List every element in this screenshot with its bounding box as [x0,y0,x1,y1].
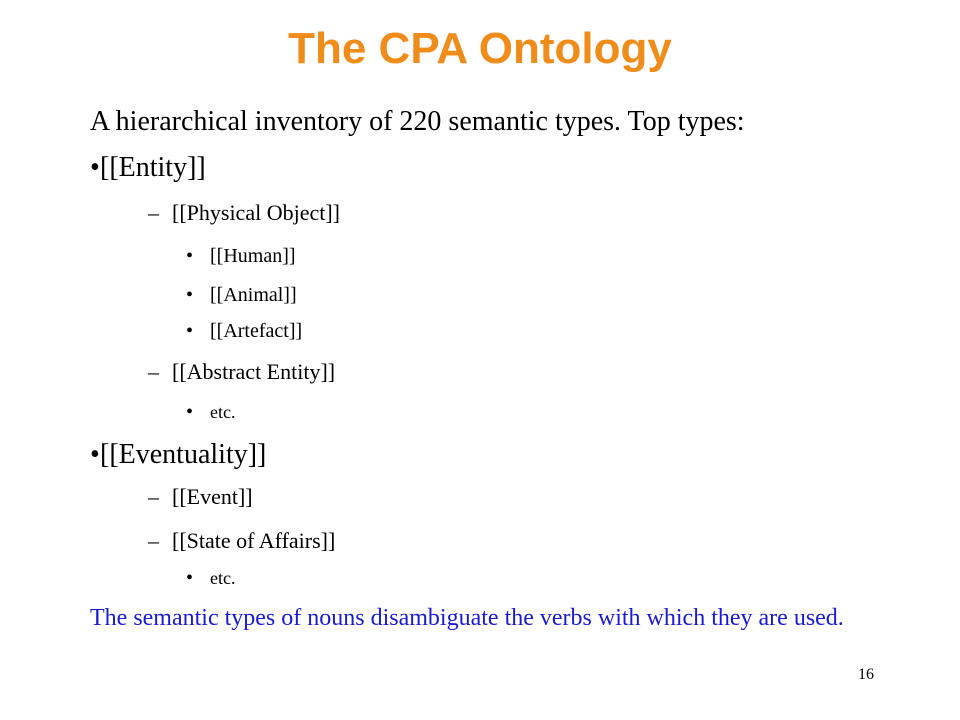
bullet-icon: • [186,245,194,267]
dash-icon: – [148,528,159,553]
slide-title: The CPA Ontology [288,24,672,73]
subitem-abstract-entity-label: [[Abstract Entity]] [172,359,336,384]
page-number: 16 [858,666,874,683]
bullet-icon: • [90,439,100,470]
closing-statement: The semantic types of nouns disambiguate the verbs with which they are used. [90,605,844,631]
subitem-physical-object [148,198,340,228]
bullet-entity [90,150,206,186]
subitem-event [148,482,253,512]
bullet-icon: • [186,320,194,342]
subitem-physical-object-label: [[Physical Object]] [172,200,340,225]
dash-icon: – [148,484,159,509]
bullet-entity-label: [[Entity]] [100,152,206,183]
subsubitem-animal-label: [[Animal]] [210,284,297,306]
bullet-icon: • [90,152,100,183]
subsubitem-etc-eventuality [186,565,235,591]
subitem-abstract-entity [148,357,335,387]
subsubitem-artefact [186,318,302,344]
subsubitem-etc-label: etc. [210,568,236,588]
subsubitem-human [186,243,296,269]
subitem-state-of-affairs-label: [[State of Affairs]] [172,528,336,553]
bullet-icon: • [186,284,194,306]
subsubitem-human-label: [[Human]] [210,245,296,267]
bullet-icon: • [186,401,194,423]
dash-icon: – [148,200,159,225]
dash-icon: – [148,359,159,384]
bullet-icon: • [186,567,194,589]
subsubitem-artefact-label: [[Artefact]] [210,320,303,342]
subsubitem-etc-label: etc. [210,402,236,422]
subsubitem-animal [186,282,297,308]
bullet-eventuality [90,437,266,473]
subitem-state-of-affairs [148,526,335,556]
subitem-event-label: [[Event]] [172,484,253,509]
subsubitem-etc-entity [186,399,235,425]
bullet-eventuality-label: [[Eventuality]] [100,439,267,470]
intro-text: A hierarchical inventory of 220 semantic types. Top types: [90,106,745,137]
